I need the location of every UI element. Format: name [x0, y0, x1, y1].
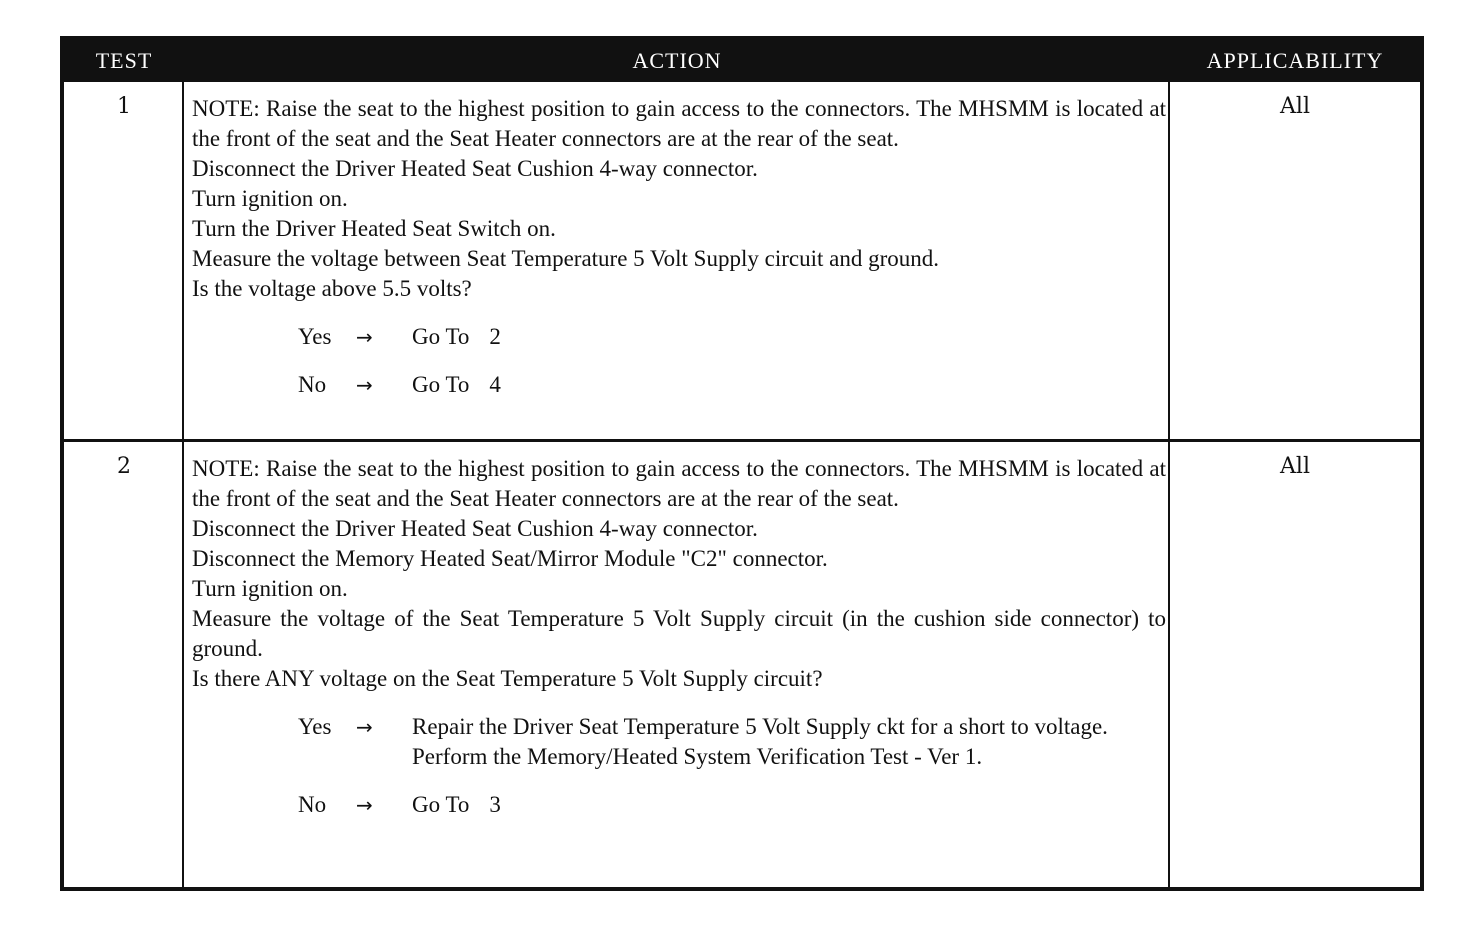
repair-instruction: Repair the Driver Seat Temperature 5 Volt Supply ckt for a short to voltage. [412, 714, 1108, 739]
step-text: Disconnect the Memory Heated Seat/Mirror Module "C2" connector. [192, 546, 828, 571]
table-row [64, 82, 1420, 439]
note-text: NOTE: Raise the seat to the highest position to gain access to the connectors. The MHSMM is located at the front of the seat and the Seat Heater connectors are at the rear of the seat. [192, 456, 1166, 511]
applicability-value: All [1280, 454, 1310, 479]
test-number: 2 [117, 454, 131, 479]
header-test: TEST [95, 48, 153, 73]
answer-yes [298, 322, 1166, 352]
action-cell [192, 454, 1166, 838]
note-text: NOTE: Raise the seat to the highest position to gain access to the connectors. The MHSMM is located at the front of the seat and the Seat Heater connectors are at the rear of the seat. [192, 96, 1166, 151]
goto-target: 4 [489, 372, 501, 397]
question-text: Is there ANY voltage on the Seat Temperature 5 Volt Supply circuit? [192, 666, 823, 691]
action-cell [192, 94, 1166, 418]
arrow-icon: → [356, 793, 373, 817]
applicability-value: All [1280, 94, 1310, 119]
test-number: 1 [117, 94, 131, 119]
table-row [64, 442, 1420, 891]
step-text: Turn ignition on. [192, 186, 348, 211]
answer-yes [298, 712, 1166, 772]
goto-target: 2 [489, 324, 501, 349]
step-text: Turn the Driver Heated Seat Switch on. [192, 216, 556, 241]
answer-no [298, 370, 1166, 400]
answer-label: No [298, 372, 327, 397]
question-text: Is the voltage above 5.5 volts? [192, 276, 472, 301]
answer-list [298, 322, 1166, 400]
goto-label: Go To [412, 324, 470, 349]
goto-target: 3 [489, 792, 501, 817]
arrow-icon: → [356, 715, 373, 739]
goto-label: Go To [412, 372, 470, 397]
step-text: Turn ignition on. [192, 576, 348, 601]
answer-label: Yes [298, 714, 332, 739]
answer-result [412, 790, 1166, 820]
arrow-icon: → [356, 325, 373, 349]
answer-label: No [298, 792, 327, 817]
step-text: Disconnect the Driver Heated Seat Cushion 4-way connector. [192, 156, 758, 181]
step-text: Measure the voltage of the Seat Temperature 5 Volt Supply circuit (in the cushion side connector) to ground. [192, 606, 1166, 661]
answer-result [412, 712, 1166, 772]
header-applicability: APPLICABILITY [1206, 48, 1384, 73]
arrow-icon: → [356, 373, 373, 397]
diagnostic-test-table [60, 36, 1424, 891]
answer-label: Yes [298, 324, 332, 349]
verification-instruction: Perform the Memory/Heated System Verification Test - Ver 1. [412, 744, 983, 769]
answer-result [412, 322, 1166, 352]
step-text: Disconnect the Driver Heated Seat Cushion 4-way connector. [192, 516, 758, 541]
header-action: ACTION [632, 48, 722, 73]
answer-list [298, 712, 1166, 820]
step-text: Measure the voltage between Seat Temperature 5 Volt Supply circuit and ground. [192, 246, 939, 271]
answer-result [412, 370, 1166, 400]
goto-label: Go To [412, 792, 470, 817]
table-header [64, 40, 1420, 82]
answer-no [298, 790, 1166, 820]
